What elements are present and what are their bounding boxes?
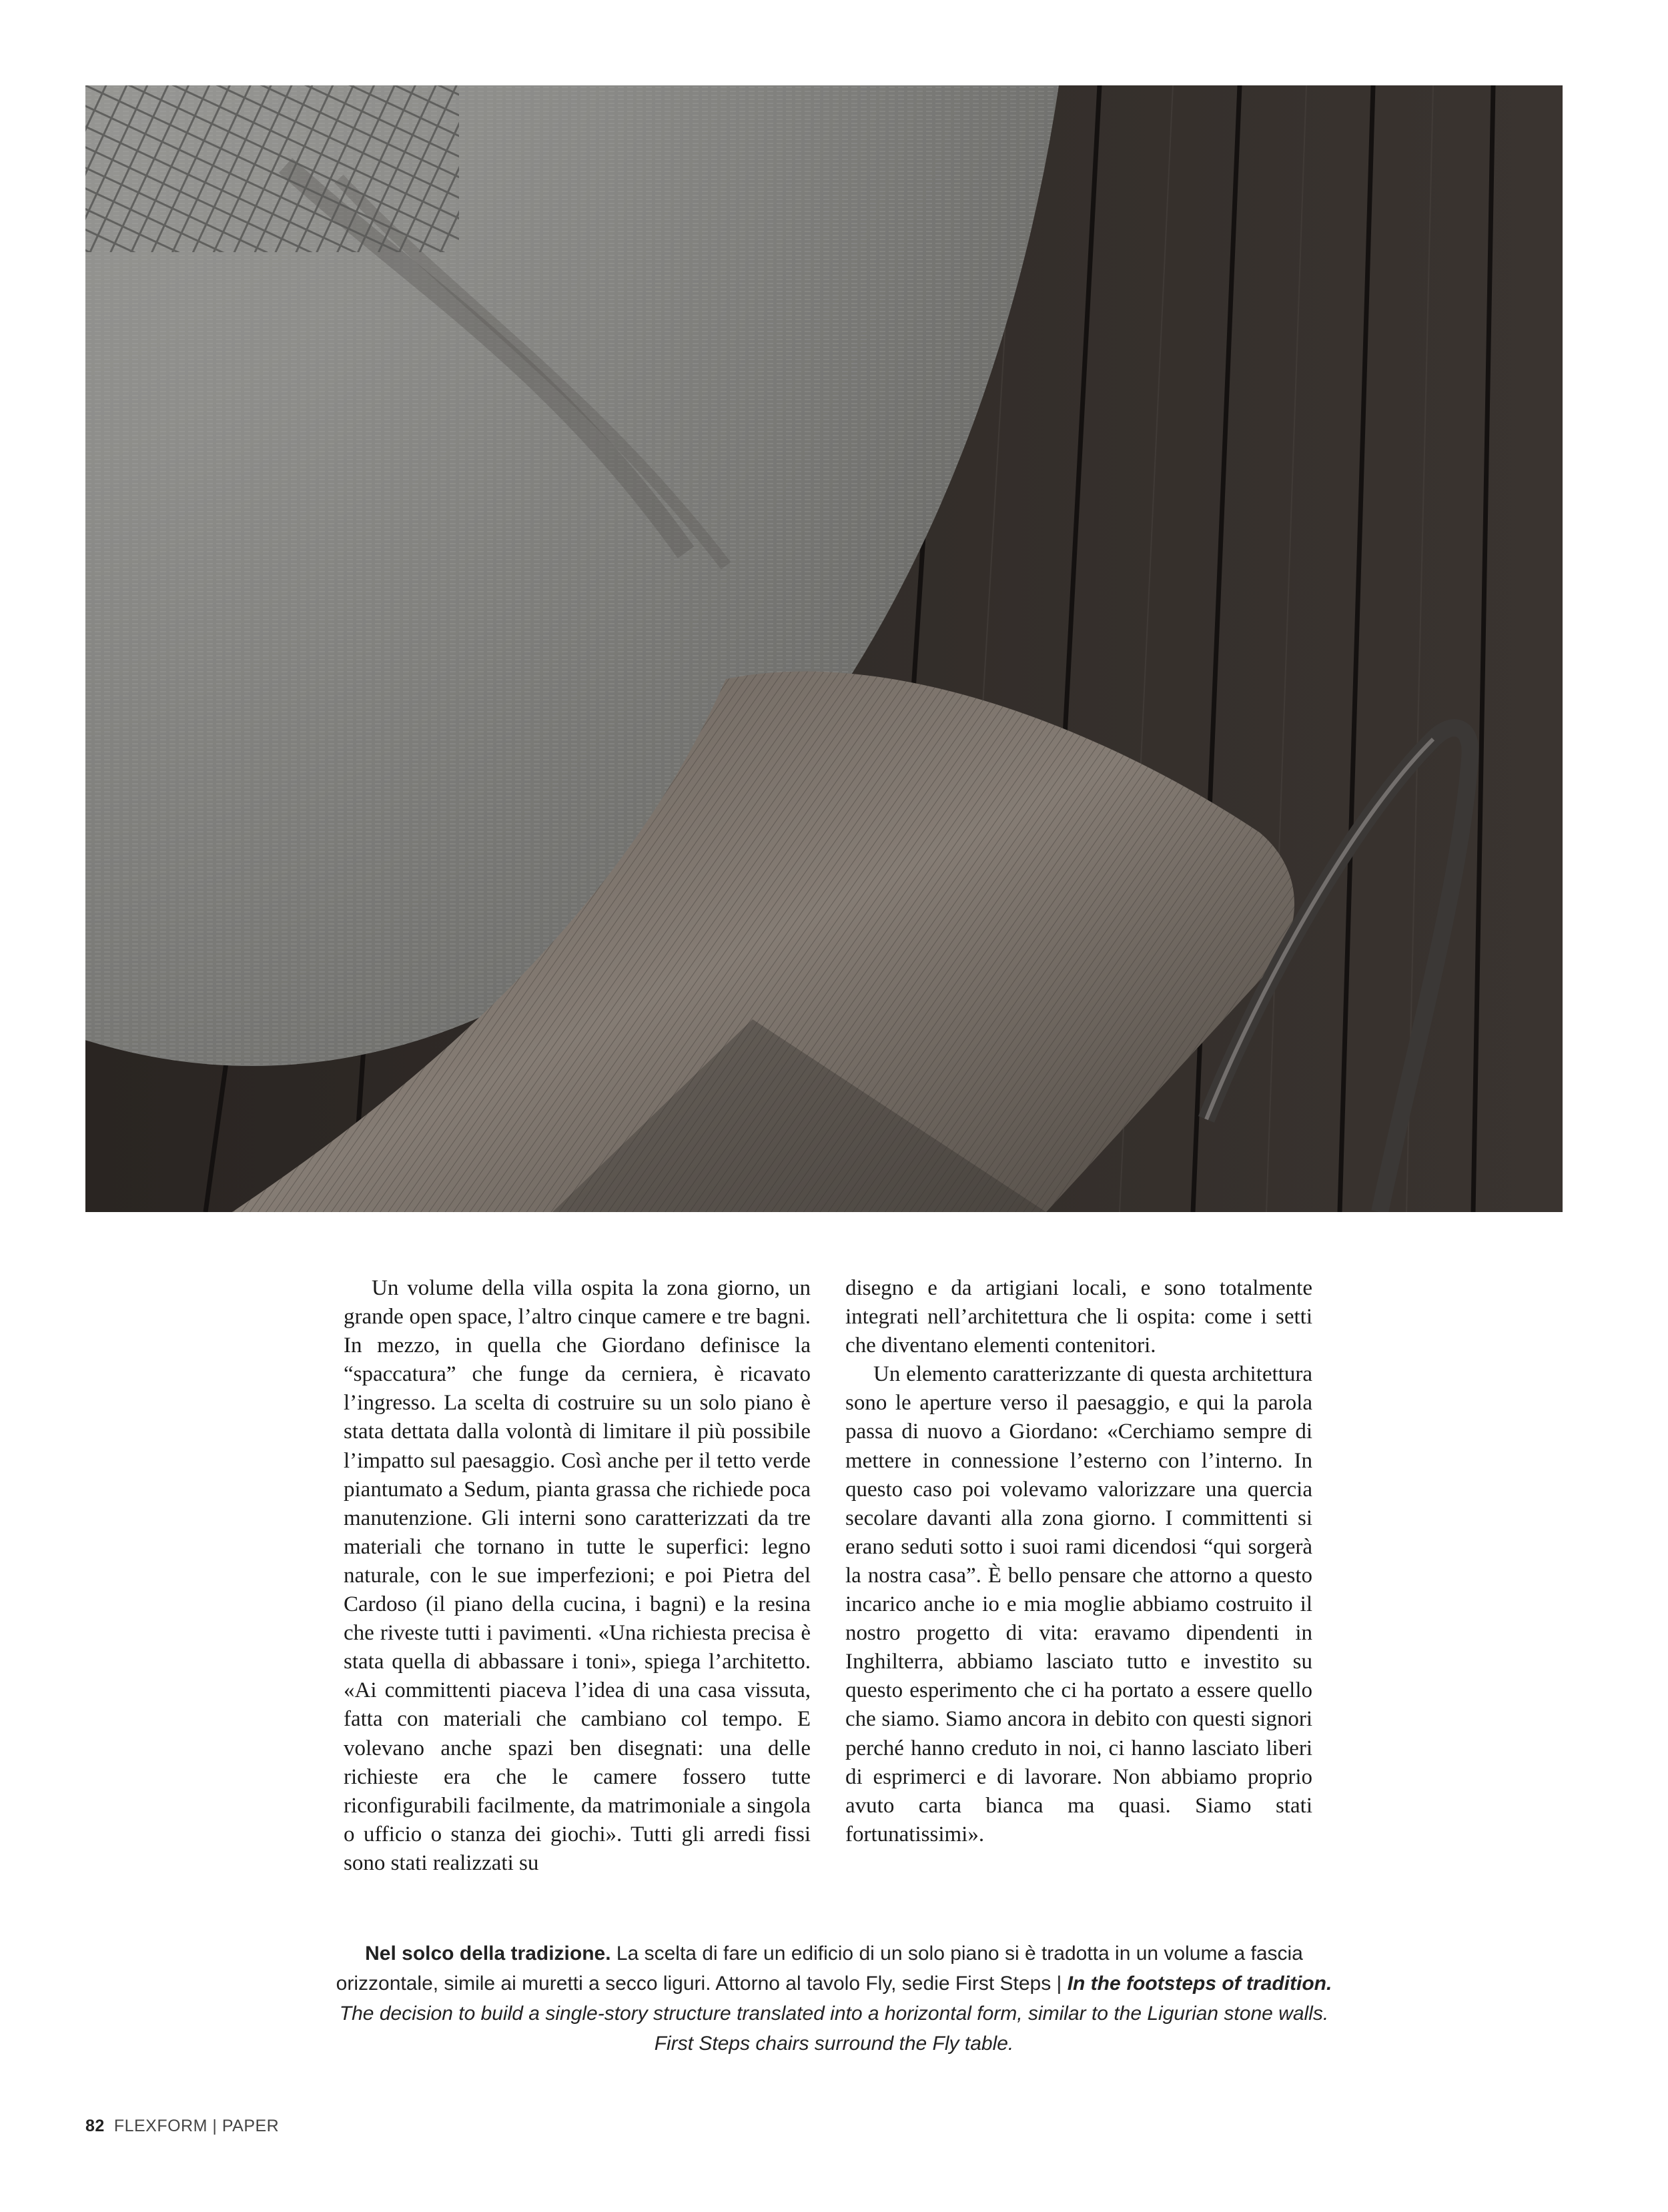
caption-text-en: The decision to build a single-story structure translated into a horizontal form, similar to the Ligurian stone walls. First Steps chairs surround the Fly table.	[339, 2003, 1329, 2055]
article-column-left	[344, 1274, 811, 1878]
page-number: 82	[85, 2117, 105, 2135]
caption-title-en: In the footsteps of tradition.	[1067, 1973, 1332, 1995]
page-footer	[85, 2117, 279, 2136]
caption-text-it: La scelta di fare un edificio di un solo piano si è tradotta in un volume a fascia orizzontale, simile ai muretti a secco liguri. Attorno al tavolo Fly, sedie First Steps |	[336, 1943, 1303, 1995]
article-paragraph: Un elemento caratterizzante di questa architettura sono le aperture verso il paesaggio, e qui la parola passa di nuovo a Giordano: «Cerchiamo sempre di mettere in connessione l’esterno con l’interno. In questo caso poi volevamo valorizzare una quercia secolare davanti alla zona giorno. I committenti si erano seduti sotto i suoi rami dicendosi “qui sorgerà la nostra casa”. È bello pensare che attorno a questo incarico anche io e mia moglie abbiamo costruito il nostro progetto di vita: eravamo dipendenti in Inghilterra, abbiamo lasciato tutto e investito su questo esperimento che ci ha portato a essere quello che siamo. Siamo ancora in debito con questi signori perché hanno creduto in noi, ci hanno lasciato liberi di esprimerci e di lavorare. Non abbiamo proprio avuto carta bianca ma quasi. Siamo stati fortunatissimi».	[845, 1362, 1312, 1846]
photo-caption	[320, 1939, 1348, 2059]
article-paragraph-continuation: disegno e da artigiani locali, e sono totalmente integrati nell’architettura che li ospita: come i setti che diventano elementi contenitori.	[845, 1276, 1312, 1358]
caption-title-it: Nel solco della tradizione.	[365, 1943, 611, 1965]
publication-name: FLEXFORM | PAPER	[113, 2117, 280, 2135]
table-and-chair-photo	[85, 85, 1563, 1212]
article-paragraph: Un volume della villa ospita la zona giorno, un grande open space, l’altro cinque camere e tre bagni. In mezzo, in quella che Giordano definisce la “spaccatura” che funge da cerniera, è ricavato l’ingresso. La scelta di costruire su un solo piano è stata dettata dalla volontà di limitare il più possibile l’impatto sul paesaggio. Così anche per il tetto verde piantumato a Sedum, pianta grassa che richiede poca manutenzione. Gli interni sono caratterizzati da tre materiali che tornano in tutte le superfici: legno naturale, con le sue imperfezioni; e poi Pietra del Cardoso (il piano della cucina, i bagni) e la resina che riveste tutti i pavimenti. «Una richiesta precisa è stata quella di abbassare i toni», spiega l’architetto. «Ai committenti piaceva l’idea di una casa vissuta, fatta con materiali che cambiano col tempo. E volevano anche spazi ben disegnati: una delle richieste era che le camere fossero tutte riconfigurabili facilmente, da matrimoniale a singola o ufficio o stanza dei giochi». Tutti gli arredi fissi sono stati realizzati su	[344, 1276, 811, 1875]
article-column-right	[845, 1274, 1312, 1849]
